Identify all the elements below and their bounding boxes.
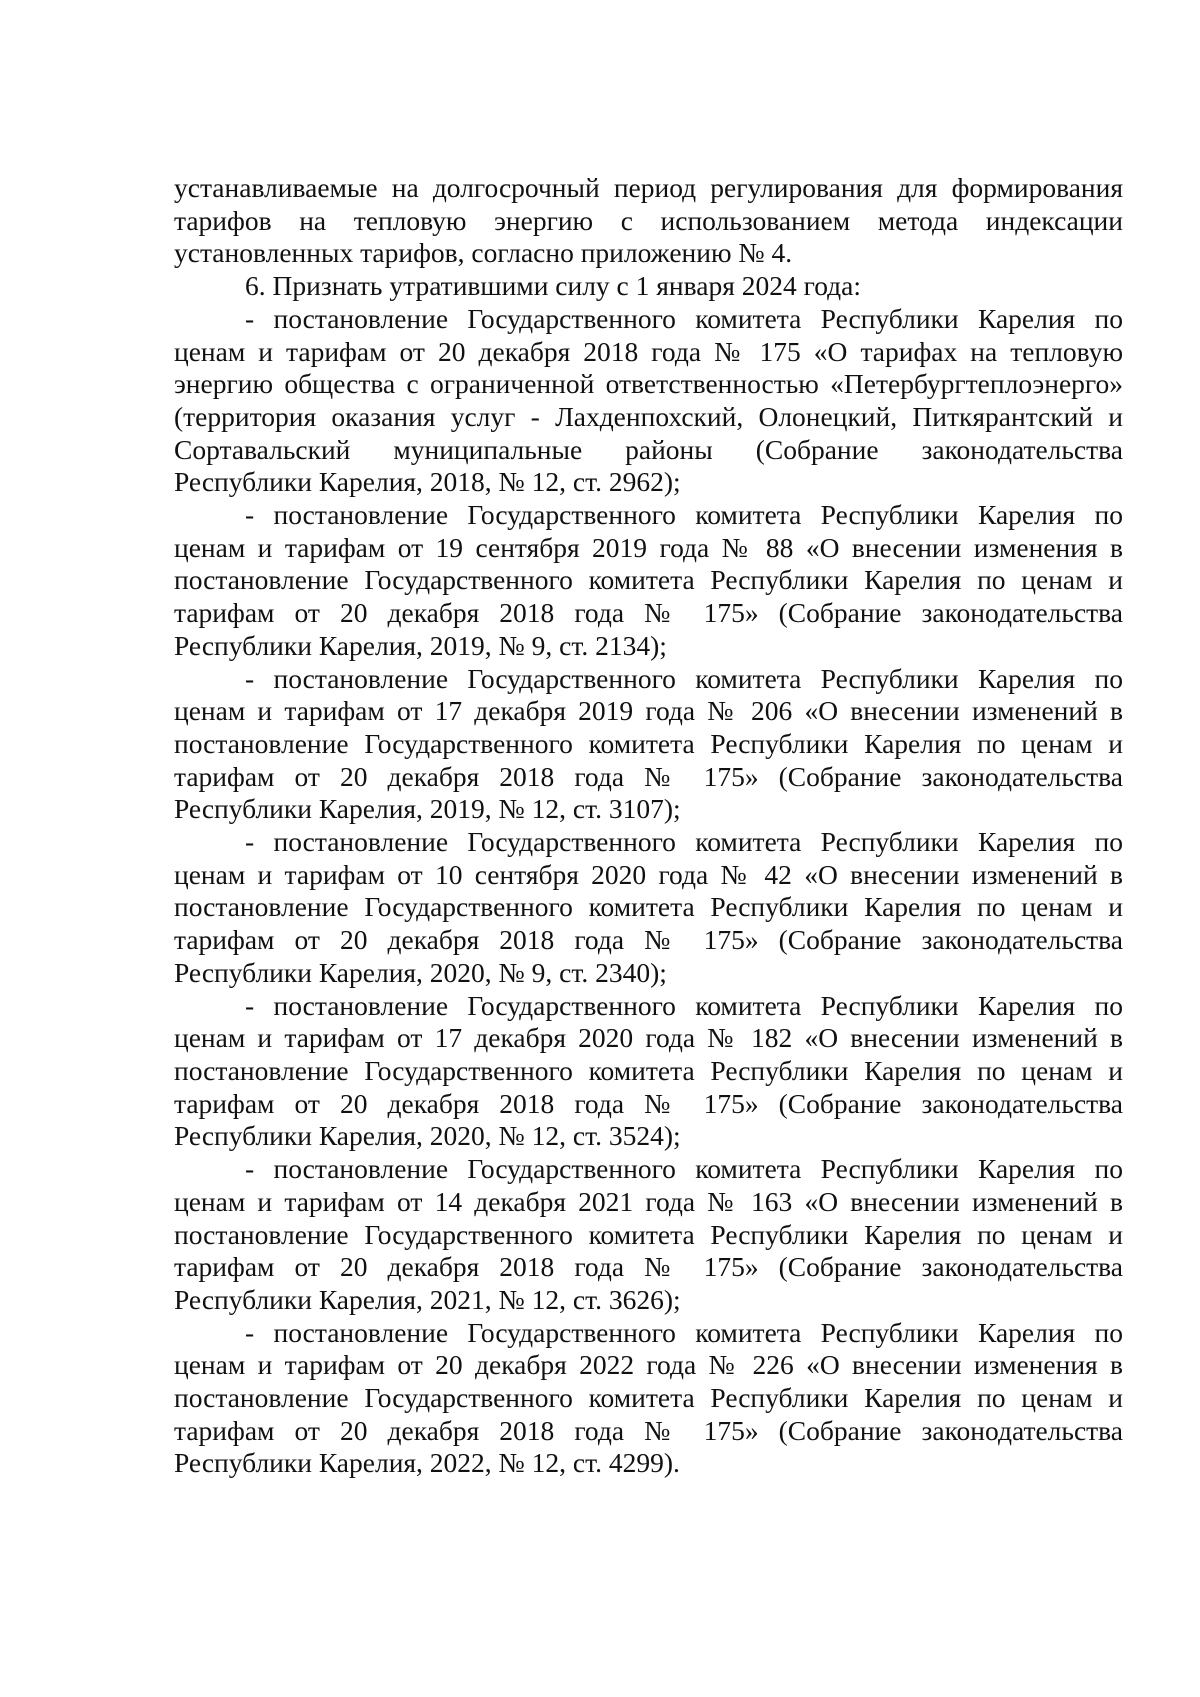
repealed-act-5: - постановление Государственного комитета Республики Карелия по ценам и тарифам от 17 декабря 2020 года № 182 «О внесении изменений в постановление Государственного комитета Республики Карелия по ценам и тарифам от 20 декабря 2018 года № 175» (Собрание законодательства Республики Карелия, 2020, № 12, ст. 3524); <box>174 989 1123 1152</box>
repealed-act-7: - постановление Государственного комитета Республики Карелия по ценам и тарифам от 20 декабря 2022 года № 226 «О внесении изменения в постановление Государственного комитета Республики Карелия по ценам и тарифам от 20 декабря 2018 года № 175» (Собрание законодательства Республики Карелия, 2022, № 12, ст. 4299). <box>174 1316 1123 1479</box>
repealed-act-4: - постановление Государственного комитета Республики Карелия по ценам и тарифам от 10 сентября 2020 года № 42 «О внесении изменений в постановление Государственного комитета Республики Карелия по ценам и тарифам от 20 декабря 2018 года № 175» (Собрание законодательства Республики Карелия, 2020, № 9, ст. 2340); <box>174 826 1123 988</box>
paragraph-item-6: 6. Признать утратившими силу с 1 января 2024 года: <box>245 270 861 302</box>
repealed-act-3: - постановление Государственного комитета Республики Карелия по ценам и тарифам от 17 декабря 2019 года № 206 «О внесении изменений в постановление Государственного комитета Республики Карелия по ценам и тарифам от 20 декабря 2018 года № 175» (Собрание законодательства Республики Карелия, 2019, № 12, ст. 3107); <box>174 662 1123 825</box>
repealed-act-2: - постановление Государственного комитета Республики Карелия по ценам и тарифам от 19 сентября 2019 года № 88 «О внесении изменения в постановление Государственного комитета Республики Карелия по ценам и тарифам от 20 декабря 2018 года № 175» (Собрание законодательства Республики Карелия, 2019, № 9, ст. 2134); <box>174 499 1123 661</box>
repealed-act-1: - постановление Государственного комитета Республики Карелия по ценам и тарифам от 20 декабря 2018 года № 175 «О тарифах на тепловую энергию общества с ограниченной ответственностью «Петербургтеплоэнерго» (территория оказания услуг - Лахденпохский, Олонецкий, Питкярантский и Сортавальский муниципальные районы (Собрание законодательства Республики Карелия, 2018, № 12, ст. 2962); <box>174 302 1123 498</box>
document-body <box>174 172 1123 1480</box>
paragraph-continuation: устанавливаемые на долгосрочный период регулирования для формирования тарифов на тепловую энергию с использованием метода индексации установленных тарифов, согласно приложению № 4. <box>174 172 1123 269</box>
repealed-act-6: - постановление Государственного комитета Республики Карелия по ценам и тарифам от 14 декабря 2021 года № 163 «О внесении изменений в постановление Государственного комитета Республики Карелия по ценам и тарифам от 20 декабря 2018 года № 175» (Собрание законодательства Республики Карелия, 2021, № 12, ст. 3626); <box>174 1153 1123 1315</box>
